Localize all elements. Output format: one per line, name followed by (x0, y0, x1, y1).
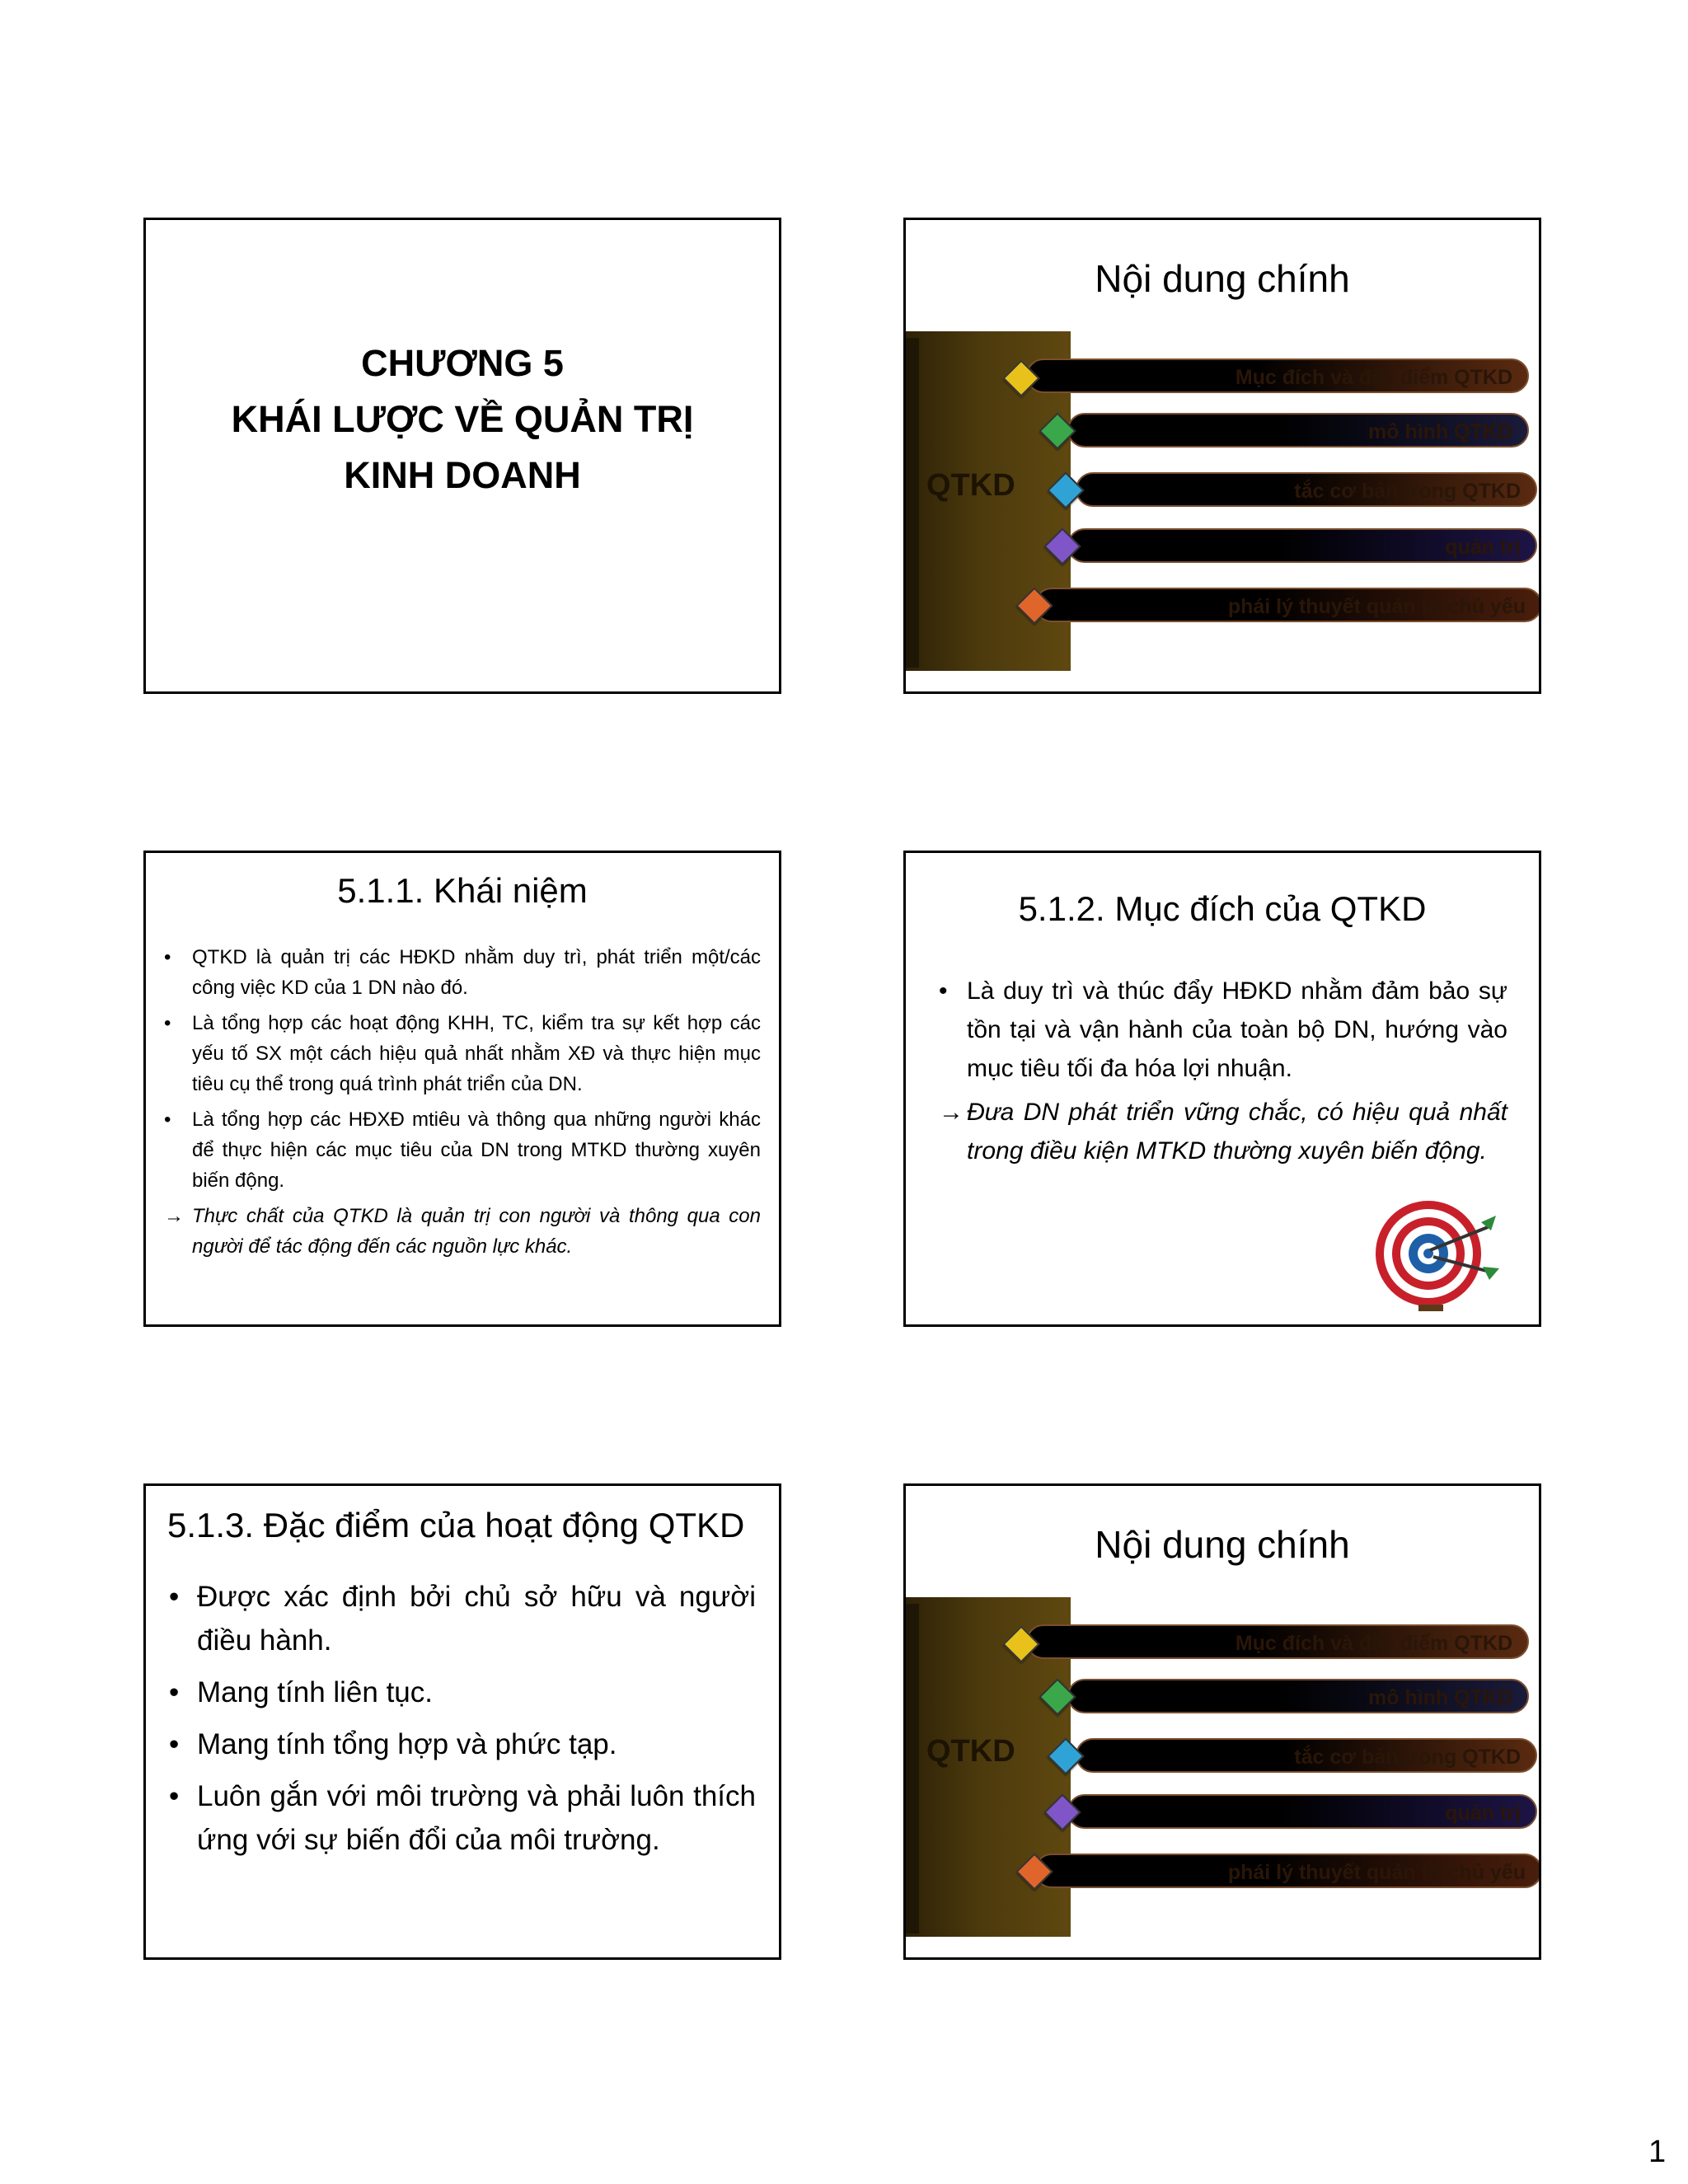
contents-item-4 (1067, 528, 1537, 563)
bullet-list (169, 1575, 756, 1870)
slide-title: 5.1.2. Mục đích của QTKD (1018, 889, 1427, 928)
list-item: • Là tổng hợp các HĐXĐ mtiêu và thông qua những người khác để thực hiện các mục tiêu của DN trong MTKD thường xuyên biến động. (164, 1104, 761, 1196)
slide-chapter-title (143, 218, 781, 694)
contents-item-4 (1067, 1794, 1537, 1829)
list-item: • Mang tính liên tục. (169, 1671, 756, 1714)
contents-item-label: mô hình QTKD (1368, 1686, 1512, 1709)
slide-contents-1 (903, 218, 1541, 694)
list-item: • QTKD là quản trị các HĐKD nhằm duy trì, phát triển một/các công việc KD của 1 DN nào đó. (164, 942, 761, 1003)
contents-item-2 (1067, 413, 1529, 448)
conclusion-item: → Đưa DN phát triển vững chắc, có hiệu quả nhất trong điều kiện MTKD thường xuyên biến động. (939, 1093, 1507, 1170)
contents-item-label: phái lý thuyết quản trị chủ yếu (1227, 595, 1526, 618)
slide-title: 5.1.1. Khái niệm (337, 871, 588, 910)
list-item: • Luôn gắn với môi trường và phải luôn thích ứng với sự biến đổi của môi trường. (169, 1774, 756, 1862)
conclusion-item: → Thực chất của QTKD là quản trị con người và thông qua con người để tác động đến các nguồn lực khác. (164, 1201, 761, 1262)
bullet-list (939, 972, 1507, 1175)
slide-concept (143, 851, 781, 1327)
chapter-heading (146, 335, 779, 504)
contents-item-5 (1034, 1854, 1541, 1888)
list-item: • Là duy trì và thúc đẩy HĐKD nhằm đảm bảo sự tồn tại và vận hành của toàn bộ DN, hướng vào mục tiêu tối đa hóa lợi nhuận. (939, 972, 1507, 1088)
slide-title: Nội dung chính (1095, 1523, 1350, 1566)
panel-label: QTKD (926, 468, 1015, 503)
contents-item-label: mô hình QTKD (1368, 420, 1512, 443)
contents-item-3 (1076, 472, 1537, 507)
target-icon (1372, 1191, 1504, 1315)
list-item: • Được xác định bởi chủ sở hữu và người điều hành. (169, 1575, 756, 1662)
panel-label: QTKD (926, 1734, 1015, 1769)
contents-item-1 (1026, 359, 1529, 393)
chapter-line: KHÁI LƯỢC VỀ QUẢN TRỊ (231, 398, 694, 440)
page-number: 1 (1648, 2135, 1667, 2169)
contents-item-label: phái lý thuyết quản trị chủ yếu (1227, 1861, 1526, 1884)
contents-item-3 (1076, 1738, 1537, 1773)
slide-title: 5.1.3. Đặc điểm của hoạt động QTKD (167, 1506, 745, 1544)
contents-item-label: quản trị (1445, 1802, 1521, 1825)
chapter-line: KINH DOANH (344, 454, 581, 496)
list-item: • Là tổng hợp các hoạt động KHH, TC, kiểm tra sự kết hợp các yếu tố SX một cách hiệu quả nhất nhằm XĐ và thực hiện mục tiêu cụ thể trong quá trình phát triển của DN. (164, 1008, 761, 1099)
contents-item-label: tắc cơ bản trong QTKD (1294, 1746, 1521, 1769)
slide-contents-2 (903, 1483, 1541, 1960)
contents-item-label: tắc cơ bản trong QTKD (1294, 480, 1521, 503)
contents-item-label: quản trị (1445, 536, 1521, 559)
contents-item-1 (1026, 1624, 1529, 1659)
slide-purpose (903, 851, 1541, 1327)
contents-item-label: Mục đích và đặc điểm QTKD (1235, 1632, 1512, 1655)
slide-title: Nội dung chính (1095, 257, 1350, 300)
contents-item-label: Mục đích và đặc điểm QTKD (1235, 366, 1512, 389)
slide-characteristics (143, 1483, 781, 1960)
chapter-line: CHƯƠNG 5 (361, 342, 564, 384)
contents-item-2 (1067, 1679, 1529, 1713)
contents-item-5 (1034, 588, 1541, 622)
bullet-list (164, 942, 761, 1267)
list-item: • Mang tính tổng hợp và phức tạp. (169, 1722, 756, 1766)
